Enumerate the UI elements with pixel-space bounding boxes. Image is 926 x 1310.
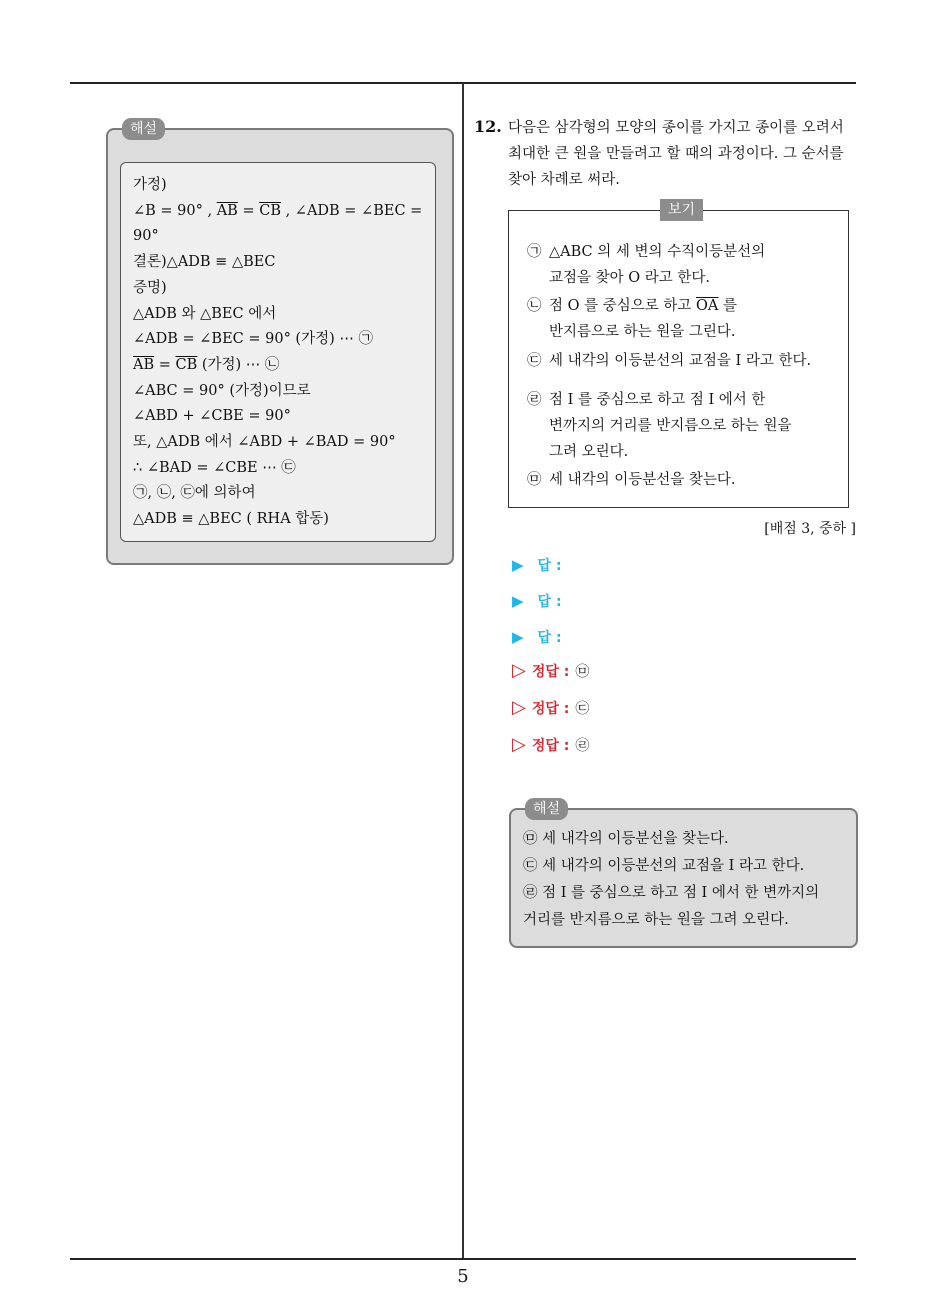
proof-line: ∴ ∠BAD = ∠CBE ⋯ ㉢	[133, 459, 296, 476]
bogi-marker: ㉡	[527, 298, 542, 314]
score-label: [배점 3, 중하 ]	[764, 521, 856, 537]
answer-row	[512, 591, 562, 611]
filled-arrow-icon: ▶	[512, 556, 524, 574]
proof-line: ∠ABC = 90° (가정)이므로	[133, 382, 311, 399]
bogi-line: 변까지의 거리를 반지름으로 하는 원을	[549, 418, 792, 434]
bogi-item	[527, 348, 811, 374]
page-number: 5	[457, 1266, 469, 1287]
correct-answer-row	[512, 697, 589, 718]
outline-arrow-icon: ▷	[512, 660, 526, 681]
bogi-line: 점 I 를 중심으로 하고 점 I 에서 한	[549, 392, 766, 408]
correct-label: 정답 :	[531, 701, 570, 717]
bogi-line: 그려 오린다.	[549, 444, 629, 460]
correct-label: 정답 :	[531, 664, 570, 680]
correct-answer-row	[512, 660, 589, 681]
bogi-marker: ㉠	[527, 244, 542, 260]
answer-label: 답 :	[537, 594, 562, 610]
proof-line: ∠B = 90° , $\overline{AB} = \overline{CB}$ , ∠ADB = ∠BEC =	[133, 202, 423, 219]
bogi-marker: ㉢	[527, 353, 542, 369]
left-explanation-box	[106, 121, 454, 565]
bogi-line: 점 O 를 중심으로 하고 $\overline{OA}$ 를	[549, 298, 737, 314]
bogi-marker: ㉣	[527, 392, 542, 408]
outline-arrow-icon: ▷	[512, 734, 526, 755]
proof-line: 가정)	[133, 177, 167, 193]
proof-line: ∠ADB = ∠BEC = 90° (가정) ⋯ ㉠	[133, 331, 373, 348]
explanation-line: ㉣ 점 I 를 중심으로 하고 점 I 에서 한 변까지의	[523, 885, 820, 901]
filled-arrow-icon: ▶	[512, 628, 524, 646]
bogi-item	[527, 293, 737, 345]
explanation-lines	[523, 826, 819, 934]
proof-line: ∠ABD + ∠CBE = 90°	[133, 408, 291, 425]
correct-label: 정답 :	[531, 738, 570, 754]
bogi-item	[527, 239, 765, 291]
correct-answer-row	[512, 734, 589, 755]
bogi-line: 세 내각의 이등분선을 찾는다.	[549, 472, 736, 488]
proof-line: 결론)△ADB ≡ △BEC	[133, 254, 276, 271]
proof-line: 또, △ADB 에서 ∠ABD + ∠BAD = 90°	[133, 434, 396, 451]
correct-value: ㉢	[575, 701, 590, 717]
explanation-line: 거리를 반지름으로 하는 원을 그려 오린다.	[523, 912, 789, 928]
answer-row	[512, 627, 562, 647]
question-text: 다음은 삼각형의 모양의 종이를 가지고 종이를 오려서 최대한 큰 원을 만들려고 할 때의 과정이다. 그 순서를 찾아 차례로 써라.	[508, 120, 844, 188]
question-number: 12.	[474, 117, 502, 136]
bogi-item	[527, 387, 792, 465]
bogi-box	[508, 202, 849, 508]
answer-label: 답 :	[537, 558, 562, 574]
explanation-line: ㉤ 세 내각의 이등분선을 찾는다.	[523, 831, 729, 847]
answer-label: 답 :	[537, 630, 562, 646]
proof-line: 증명)	[133, 279, 167, 296]
right-explanation-box	[509, 801, 858, 948]
proof-line: △ADB 와 △BEC 에서	[133, 305, 277, 322]
bogi-line: 교점을 찾아 O 라고 한다.	[549, 270, 710, 286]
bottom-rule	[70, 1258, 856, 1260]
bogi-line: 세 내각의 이등분선의 교점을 I 라고 한다.	[549, 353, 812, 369]
explanation-tag: 해설	[525, 798, 568, 820]
proof-line: 90°	[133, 228, 159, 245]
answer-row	[512, 555, 562, 575]
filled-arrow-icon: ▶	[512, 592, 524, 610]
proof-box	[120, 162, 436, 542]
bogi-tag: 보기	[660, 199, 703, 221]
outline-arrow-icon: ▷	[512, 697, 526, 718]
bogi-marker: ㉤	[527, 472, 542, 488]
proof-line: △ADB ≡ △BEC ( RHA 합동)	[133, 511, 329, 528]
column-divider	[462, 83, 464, 1259]
proof-line: ㉠, ㉡, ㉢에 의하여	[133, 485, 256, 502]
correct-value: ㉤	[575, 664, 590, 680]
bogi-item	[527, 467, 736, 493]
explanation-line: ㉢ 세 내각의 이등분선의 교점을 I 라고 한다.	[523, 858, 805, 874]
bogi-line: 반지름으로 하는 원을 그린다.	[549, 324, 736, 340]
bogi-line: △ABC 의 세 변의 수직이등분선의	[549, 244, 766, 260]
correct-value: ㉣	[575, 738, 590, 754]
explanation-tag: 해설	[122, 118, 165, 140]
proof-line: $\overline{AB} = \overline{CB}$ (가정) ⋯ ㉡	[133, 356, 280, 373]
